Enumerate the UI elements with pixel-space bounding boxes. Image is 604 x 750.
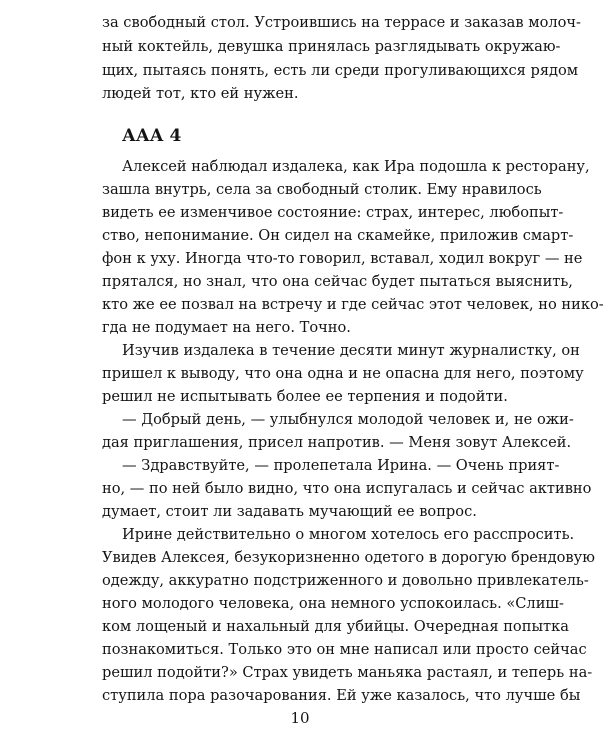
text-line: видеть ее изменчивое состояние: страх, интерес, любопыт-	[102, 204, 564, 221]
page-number: 10	[290, 709, 310, 727]
text-line: ный коктейль, девушка принялась разглядывать окружаю-	[102, 38, 561, 55]
text-line: людей тот, кто ей нужен.	[102, 85, 299, 102]
text-line: Ирине действительно о многом хотелось его расспросить.	[122, 526, 575, 543]
text-line: пришел к выводу, что она одна и не опасна для него, поэтому	[102, 365, 584, 382]
text-line: гда не подумает на него. Точно.	[102, 319, 351, 336]
text-line: за свободный стол. Устроившись на террасе и заказав молоч-	[102, 14, 581, 31]
text-line: прятался, но знал, что она сейчас будет пытаться выяснить,	[102, 273, 573, 290]
text-line: — Добрый день, — улыбнулся молодой человек и, не ожи-	[122, 411, 574, 428]
text-line: Увидев Алексея, безукоризненно одетого в дорогую брендовую	[102, 549, 595, 566]
text-line: ступила пора разочарования. Ей уже казалось, что лучше бы	[102, 687, 581, 704]
text-line: ного молодого человека, она немного успокоилась. «Слиш-	[102, 595, 564, 612]
text-line: ство, непонимание. Он сидел на скамейке, приложив смарт-	[102, 227, 574, 244]
text-line: фон к уху. Иногда что-то говорил, вставал, ходил вокруг — не	[102, 250, 583, 267]
text-line: зашла внутрь, села за свободный столик. Ему нравилось	[102, 181, 542, 198]
text-line: решил подойти?» Страх увидеть маньяка растаял, и теперь на-	[102, 664, 593, 681]
text-line: познакомиться. Только это он мне написал или просто сейчас	[102, 641, 587, 658]
text-line: но, — по ней было видно, что она испугалась и сейчас активно	[102, 480, 592, 497]
text-line: — Здравствуйте, — пролепетала Ирина. — Очень прият-	[122, 457, 560, 474]
text-line: думает, стоит ли задавать мучающий ее вопрос.	[102, 503, 477, 520]
text-line: решил не испытывать более ее терпения и подойти.	[102, 388, 508, 405]
chapter-heading: ААА 4	[122, 126, 182, 146]
text-line: дая приглашения, присел напротив. — Меня зовут Алексей.	[102, 434, 572, 451]
text-line: ком лощеный и нахальный для убийцы. Очередная попытка	[102, 618, 569, 635]
text-line: Алексей наблюдал издалека, как Ира подошла к ресторану,	[122, 158, 590, 175]
text-line: Изучив издалека в течение десяти минут журналистку, он	[122, 342, 580, 359]
text-line: кто же ее позвал на встречу и где сейчас этот человек, но нико-	[102, 296, 604, 313]
text-line: одежду, аккуратно подстриженного и довольно привлекатель-	[102, 572, 589, 589]
text-line: щих, пытаясь понять, есть ли среди прогуливающихся рядом	[102, 62, 579, 79]
